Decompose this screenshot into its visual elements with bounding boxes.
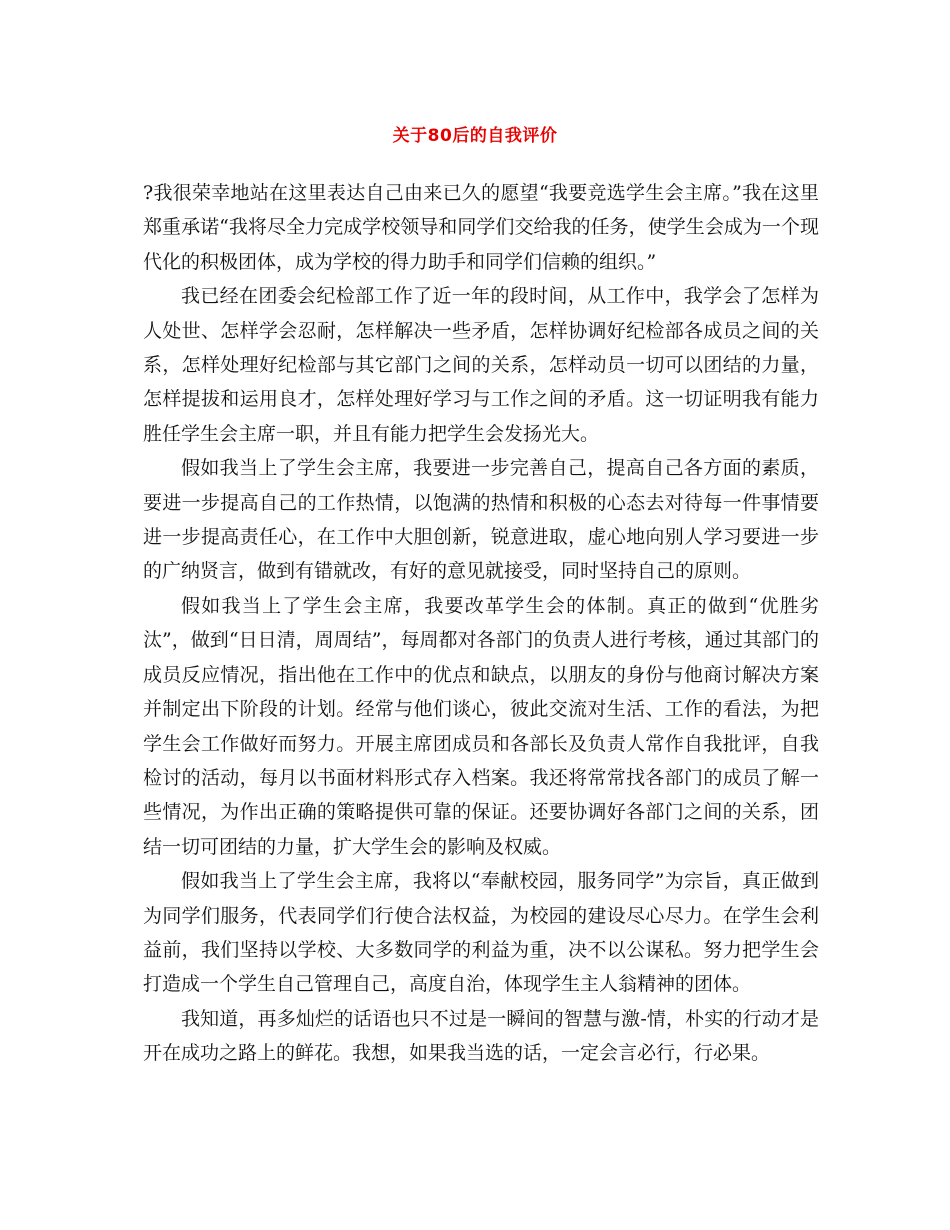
paragraph-5: 假如我当上了学生会主席，我将以“奉献校园，服务同学”为宗旨，真正做到为同学们服务，代表同学们行使合法权益，为校园的建设尽心尽力。在学生会利益前，我们坚持以学校、大多数同学的利益为重，决不以公谋私。努力把学生会打造成一个学生自己管理自己，高度自治，体现学生主人翁精神的团体。 <box>143 870 819 996</box>
paragraph-2: 我已经在团委会纪检部工作了近一年的段时间，从工作中，我学会了怎样为人处世、怎样学会忍耐，怎样解决一些矛盾，怎样协调好纪检部各成员之间的关系，怎样处理好纪检部与其它部门之间的关系，怎样动员一切可以团结的力量，怎样提拔和运用良才，怎样处理好学习与工作之间的矛盾。这一切证明我有能力胜任学生会主席一职，并且有能力把学生会发扬光大。 <box>143 285 819 445</box>
paragraph-3: 假如我当上了学生会主席，我要进一步完善自己，提高自己各方面的素质，要进一步提高自己的工作热情，以饱满的热情和积极的心态去对待每一件事情要进一步提高责任心，在工作中大胆创新，锐意进取，虚心地向别人学习要进一步的广纳贤言，做到有错就改，有好的意见就接受，同时坚持自己的原则。 <box>143 457 819 583</box>
paragraph-4: 假如我当上了学生会主席，我要改革学生会的体制。真正的做到“优胜劣汰”，做到“日日清，周周结”，每周都对各部门的负责人进行考核，通过其部门的成员反应情况，指出他在工作中的优点和缺点，以朋友的身份与他商讨解决方案并制定出下阶段的计划。经常与他们谈心，彼此交流对生活、工作的看法，为把学生会工作做好而努力。开展主席团成员和各部长及负责人常作自我批评，自我检讨的活动，每月以书面材料形式存入档案。我还将常常找各部门的成员了解一些情况，为作出正确的策略提供可靠的保证。还要协调好各部门之间的关系，团结一切可团结的力量，扩大学生会的影响及权威。 <box>143 594 819 858</box>
paragraph-6: 我知道，再多灿烂的话语也只不过是一瞬间的智慧与激-情，朴实的行动才是开在成功之路上的鲜花。我想，如果我当选的话，一定会言必行，行必果。 <box>143 1007 819 1065</box>
document-title: 关于80后的自我评价 <box>392 126 558 146</box>
paragraph-1: ?我很荣幸地站在这里表达自己由来已久的愿望“我要竞选学生会主席。”我在这里郑重承诺“我将尽全力完成学校领导和同学们交给我的任务，使学生会成为一个现代化的积极团体，成为学校的得力助手和同学们信赖的组织。” <box>143 182 819 273</box>
document-body <box>143 176 819 1071</box>
